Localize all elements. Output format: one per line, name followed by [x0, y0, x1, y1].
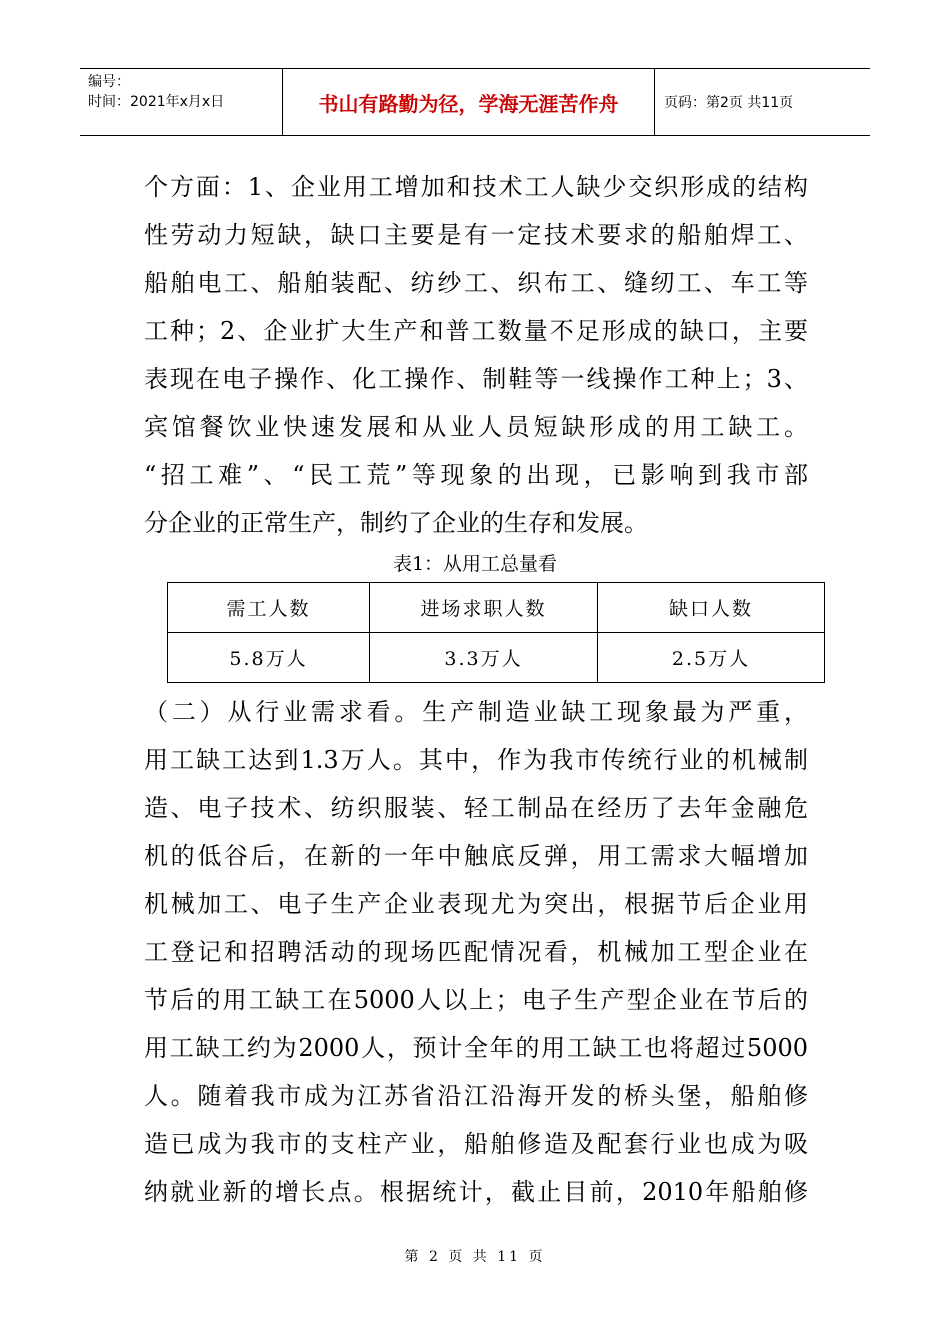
header-page-info: 页码：第2页 共11页	[664, 95, 794, 111]
page-footer: 第 2 页 共 11 页	[404, 1249, 546, 1265]
table-cell: 3.3万人	[370, 633, 598, 683]
header-meta-cell	[80, 69, 283, 135]
table-header-cell: 需工人数	[168, 583, 370, 633]
text-line: 人。随着我市成为江苏省沿江沿海开发的桥头堡，船舶修	[144, 1082, 808, 1110]
text-line: 船舶电工、船舶装配、纺纱工、织布工、缝纫工、车工等	[144, 269, 808, 297]
text-line: 纳就业新的增长点。根据统计，截止目前，2010年船舶修	[144, 1178, 808, 1206]
text-line: 分企业的正常生产，制约了企业的生存和发展。	[144, 509, 648, 537]
text-line: “招工难”、“民工荒”等现象的出现，已影响到我市部	[144, 461, 808, 489]
text-line: 工种；2、企业扩大生产和普工数量不足形成的缺口，主要	[144, 317, 808, 345]
text-line: 用工缺工约为2000人，预计全年的用工缺工也将超过5000	[144, 1034, 808, 1062]
table-row	[168, 633, 825, 683]
text-line: 用工缺工达到1.3万人。其中，作为我市传统行业的机械制	[144, 746, 808, 774]
text-line: 工登记和招聘活动的现场匹配情况看，机械加工型企业在	[144, 938, 808, 966]
table-cell: 2.5万人	[598, 633, 825, 683]
table-caption: 表1：从用工总量看	[392, 553, 558, 575]
table-header-row	[168, 583, 825, 633]
text-line: 个方面：1、企业用工增加和技术工人缺少交织形成的结构	[144, 173, 808, 201]
labor-table	[167, 582, 825, 683]
number-label: 编号：	[88, 74, 130, 90]
text-line: 机的低谷后，在新的一年中触底反弹，用工需求大幅增加	[144, 842, 808, 870]
text-line: 机械加工、电子生产企业表现尤为突出，根据节后企业用	[144, 890, 808, 918]
table-header-cell: 缺口人数	[598, 583, 825, 633]
page-header	[80, 68, 870, 136]
text-line: 宾馆餐饮业快速发展和从业人员短缺形成的用工缺工。	[144, 413, 808, 441]
text-line: 造已成为我市的支柱产业，船舶修造及配套行业也成为吸	[144, 1130, 808, 1158]
header-motto: 书山有路勤为径，学海无涯苦作舟	[283, 69, 655, 135]
text-line: 造、电子技术、纺织服装、轻工制品在经历了去年金融危	[144, 794, 808, 822]
text-line: （二）从行业需求看。生产制造业缺工现象最为严重，	[144, 698, 808, 726]
table-cell: 5.8万人	[168, 633, 370, 683]
time-label: 时间：2021年x月x日	[88, 94, 225, 110]
text-line: 性劳动力短缺，缺口主要是有一定技术要求的船舶焊工、	[144, 221, 808, 249]
table-header-cell: 进场求职人数	[370, 583, 598, 633]
text-line: 节后的用工缺工在5000人以上；电子生产型企业在节后的	[144, 986, 808, 1014]
text-line: 表现在电子操作、化工操作、制鞋等一线操作工种上；3、	[144, 365, 808, 393]
